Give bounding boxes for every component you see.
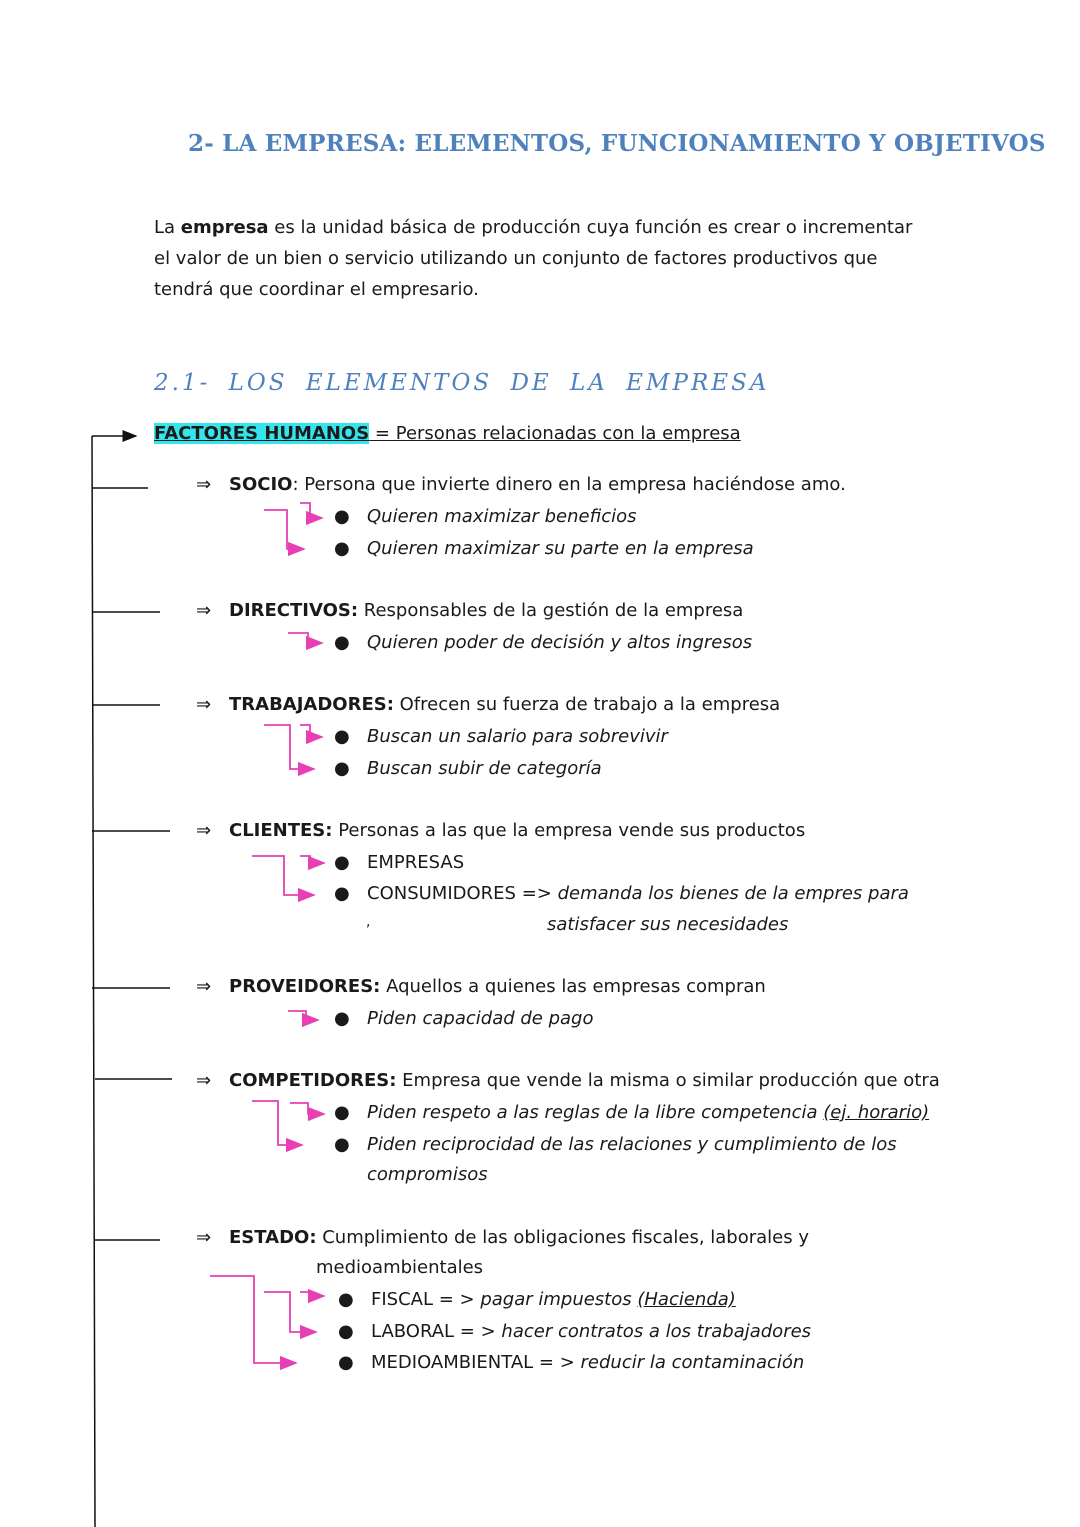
double-arrow-icon: ⇒: [196, 820, 212, 841]
list-item: ● Piden reciprocidad de las relaciones y cumplimiento de los: [334, 1134, 897, 1155]
list-item: ● EMPRESAS: [334, 852, 465, 873]
double-arrow-icon: ⇒: [196, 474, 212, 495]
intro-paragraph: La empresa es la unidad básica de producción cuya función es crear o incrementar el valor de un bien o servicio utilizando un conjunto de factores productivos que tendrá que coordinar el empresario.: [154, 217, 913, 300]
bullet-icon: ●: [334, 506, 350, 527]
category-estado-continuation: medioambientales: [316, 1257, 484, 1278]
bullet-icon: ●: [334, 1102, 350, 1123]
bullet-icon: ●: [334, 883, 350, 904]
stray-comma: ,: [366, 914, 371, 930]
category-competidores: ⇒ COMPETIDORES: Empresa que vende la misma o similar producción que otra: [196, 1070, 940, 1091]
category-trabajadores: ⇒ TRABAJADORES: Ofrecen su fuerza de trabajo a la empresa: [196, 694, 781, 715]
double-arrow-icon: ⇒: [196, 600, 212, 621]
list-item: ● Quieren maximizar su parte en la empresa: [334, 538, 754, 559]
list-item: ● Piden capacidad de pago: [334, 1008, 594, 1029]
bullet-icon: ●: [334, 1008, 350, 1029]
bullet-icon: ●: [334, 852, 350, 873]
bullet-icon: ●: [338, 1289, 354, 1310]
page-title: 2- LA EMPRESA: ELEMENTOS, FUNCIONAMIENTO Y OBJETIVOS: [188, 130, 1046, 157]
double-arrow-icon: ⇒: [196, 976, 212, 997]
double-arrow-icon: ⇒: [196, 1227, 212, 1248]
bullet-icon: ●: [334, 758, 350, 779]
bullet-icon: ●: [334, 1134, 350, 1155]
bullet-icon: ●: [334, 632, 350, 653]
bullet-icon: ●: [338, 1321, 354, 1342]
list-item: ● Piden respeto a las reglas de la libre competencia (ej. horario): [334, 1102, 930, 1123]
category-clientes: ⇒ CLIENTES: Personas a las que la empresa vende sus productos: [196, 820, 806, 841]
list-item: ● Quieren poder de decisión y altos ingresos: [334, 632, 753, 653]
list-item: ● Buscan un salario para sobrevivir: [334, 726, 668, 747]
bullet-icon: ●: [338, 1352, 354, 1373]
bullet-icon: ●: [334, 538, 350, 559]
double-arrow-icon: ⇒: [196, 1070, 212, 1091]
list-item: ● Buscan subir de categoría: [334, 758, 602, 779]
list-item: ● Quieren maximizar beneficios: [334, 506, 637, 527]
list-item: ● MEDIOAMBIENTAL = > reducir la contaminación: [338, 1352, 805, 1373]
list-item: ● CONSUMIDORES => demanda los bienes de la empres para: [334, 883, 909, 904]
list-item: ● LABORAL = > hacer contratos a los trabajadores: [338, 1321, 812, 1342]
bullet-icon: ●: [334, 726, 350, 747]
factores-humanos: FACTORES HUMANOS = Personas relacionadas con la empresa: [154, 423, 741, 444]
category-directivos: ⇒ DIRECTIVOS: Responsables de la gestión de la empresa: [196, 600, 744, 621]
list-item: ● FISCAL = > pagar impuestos (Hacienda): [338, 1289, 736, 1310]
double-arrow-icon: ⇒: [196, 694, 212, 715]
category-socio: ⇒ SOCIO: Persona que invierte dinero en la empresa haciéndose amo.: [196, 474, 846, 495]
category-estado: ⇒ ESTADO: Cumplimiento de las obligaciones fiscales, laborales y: [196, 1227, 809, 1248]
list-item-continuation: satisfacer sus necesidades: [547, 914, 789, 935]
section-title: 2.1- LOS ELEMENTOS DE LA EMPRESA: [154, 370, 770, 396]
trunk-line: [92, 436, 95, 1527]
category-proveidores: ⇒ PROVEIDORES: Aquellos a quienes las empresas compran: [196, 976, 766, 997]
list-item-continuation: compromisos: [367, 1164, 488, 1185]
